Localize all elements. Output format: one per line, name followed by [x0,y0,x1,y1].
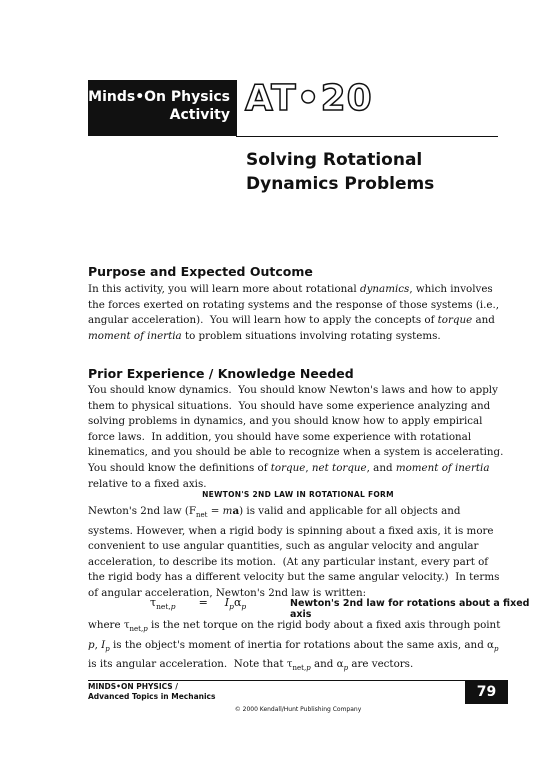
header-vertical-rule [236,80,237,137]
equation-lhs: $\tau_{net,p}$ [150,596,176,612]
purpose-text: In this activity, you will learn more about rotational dynamics, which involves the forces exerted on rotating systems and the response of those systems (i.e., angular acceleration). You will learn how to apply the concepts of torque and moment of inertia to problem situations involving rotating systems. [88,283,500,342]
series-name: Minds•On Physics [88,89,230,105]
series-banner [88,80,236,136]
page-title [246,148,434,196]
section-heading: NEWTON'S 2ND LAW IN ROTATIONAL FORM [202,490,394,499]
footer-rule [88,680,508,681]
book-title-line-2: Advanced Topics in Mechanics [88,692,216,701]
equation [150,596,246,611]
title-line-2: Dynamics Problems [246,174,435,194]
prior-heading: Prior Experience / Knowledge Needed [88,366,354,381]
copyright: © 2000 Kendall/Hunt Publishing Company [234,706,362,713]
equation-equals: = [198,596,208,609]
equation-label: Newton's 2nd law for rotations about a fixed axis [290,598,530,620]
series-activity-label: Activity [169,107,230,123]
book-title-line-1: MINDS•ON PHYSICS / [88,682,179,691]
header-rule [236,136,498,137]
equation-rhs: $I_p\alpha_p$ [224,596,247,612]
prior-text: You should know dynamics. You should know Newton's laws and how to apply them to physical situations. You should have some experience analyzing and solving problems in dynamics, and you should know how to apply empirical force laws. In addition, you should have some experience with rotational kinematics, and you should be able to recognize when a system is accelerating. You should know the definitions of torque, net torque, and moment of inertia relative to a fixed axis. [88,384,507,490]
book-title [88,682,215,702]
activity-code: AT•20 [245,78,373,119]
title-line-1: Solving Rotational [246,150,423,170]
section-text-2: where $\tau_{net,p}$ is the net torque on the rigid body about a fixed axis through point p, $I_p$ is the object's moment of inertia for rotations about the same axis, and $\alpha_p$ is its angular acceleration. Note that $\tau_{net,p}$ and $\alpha_p$ are vectors. [88,619,501,673]
purpose-heading: Purpose and Expected Outcome [88,264,313,279]
section-text-1: Newton's 2nd law $(F_{net} = ma)$ is valid and applicable for all objects and systems. However, when a rigid body is spinning about a fixed axis, it is more convenient to use angular quantities, such as angular velocity and angular acceleration, to describe its motion. (At any particular instant, every part of the rigid body has a different velocity but the same angular velocity.) In terms of angular acceleration, Newton's 2nd law is written: [88,505,500,600]
page-number: 79 [465,680,508,704]
